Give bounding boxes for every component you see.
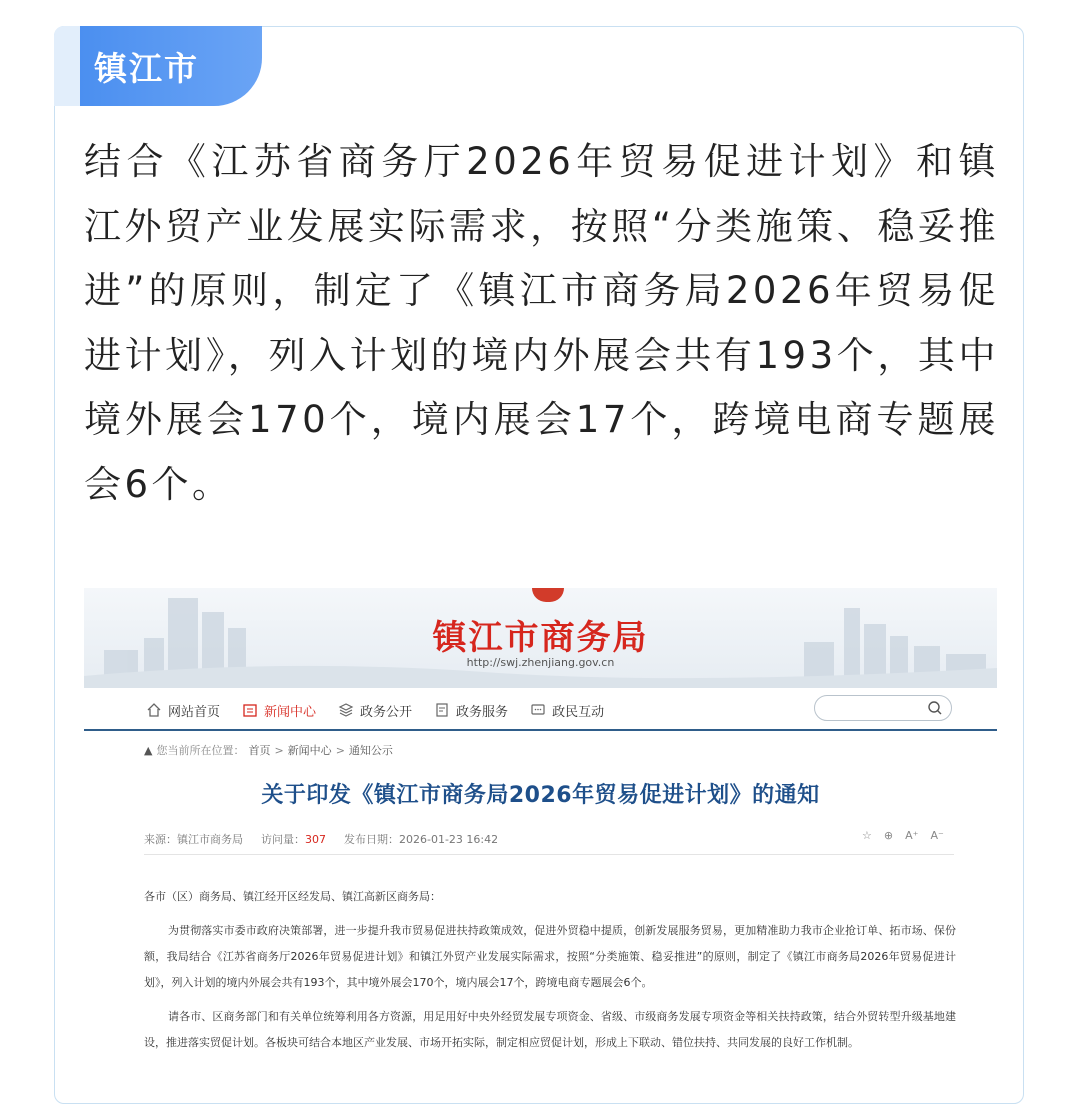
layers-icon — [338, 702, 354, 718]
article-meta — [144, 831, 498, 847]
chat-icon — [530, 702, 546, 718]
nav-label: 新闻中心 — [264, 704, 317, 720]
nav-label: 政务服务 — [456, 704, 509, 720]
nav-service[interactable] — [434, 701, 508, 720]
breadcrumb-separator: > — [335, 743, 345, 757]
nav-label: 政民互动 — [552, 704, 605, 720]
publish-date: 发布日期：2026-01-23 16:42 — [344, 833, 499, 846]
breadcrumb-news[interactable]: 新闻中心 — [287, 744, 332, 757]
website-screenshot — [84, 588, 997, 1080]
font-decrease-icon[interactable]: A⁻ — [930, 829, 944, 842]
site-banner — [84, 588, 997, 688]
nav-news[interactable] — [242, 701, 316, 720]
breadcrumb-notices[interactable]: 通知公示 — [348, 744, 393, 757]
nav-interact[interactable] — [530, 701, 604, 720]
source: 来源：镇江市商务局 — [144, 833, 243, 846]
nav-home[interactable] — [146, 701, 220, 720]
city-tag: 镇江市 — [80, 26, 262, 106]
edit-doc-icon — [434, 702, 450, 718]
site-title: 镇江市商务局 — [432, 618, 649, 658]
meta-divider — [144, 854, 954, 855]
summary-paragraph: 结合《江苏省商务厅2026年贸易促进计划》和镇江外贸产业发展实际需求，按照“分类施策、稳妥推进”的原则，制定了《镇江市商务局2026年贸易促进计划》，列入计划的境内外展会共有193个，其中境外展会170个，境内展会17个，跨境电商专题展会6个。 — [84, 140, 999, 506]
nav-label: 政务公开 — [360, 704, 413, 720]
article-body — [144, 884, 956, 1064]
breadcrumb-prefix: 您当前所在位置： — [156, 744, 245, 757]
article-tools — [862, 829, 944, 842]
search-input[interactable] — [814, 695, 952, 721]
nav-divider — [84, 729, 997, 731]
nav-label: 网站首页 — [168, 704, 221, 720]
site-nav — [84, 688, 997, 732]
font-increase-icon[interactable]: A⁺ — [905, 829, 919, 842]
location-icon: ▲ — [144, 743, 153, 757]
article-title: 关于印发《镇江市商务局2026年贸易促进计划》的通知 — [261, 783, 820, 808]
salutation: 各市（区）商务局、镇江经开区经发局、镇江高新区商务局： — [144, 890, 441, 903]
news-icon — [242, 702, 258, 718]
breadcrumb-separator: > — [274, 743, 284, 757]
print-icon[interactable]: ⊕ — [883, 829, 894, 842]
favorite-icon[interactable]: ☆ — [862, 829, 872, 842]
views: 访问量：307 — [261, 833, 326, 846]
home-icon — [146, 702, 162, 718]
search-icon[interactable] — [927, 700, 943, 716]
article-paragraph: 请各市、区商务部门和有关单位统筹利用各方资源，用足用好中央外经贸发展专项资金、省级、市级商务发展专项资金等相关扶持政策，结合外贸转型升级基地建设，推进落实贸促计划。各板块可结合本地区产业发展、市场开拓实际，制定相应贸促计划，形成上下联动、错位扶持、共同发展的良好工作机制。 — [144, 1010, 956, 1049]
breadcrumb-home[interactable]: 首页 — [248, 744, 271, 757]
breadcrumb — [144, 742, 393, 758]
nav-public[interactable] — [338, 701, 412, 720]
article-paragraph: 为贯彻落实市委市政府决策部署，进一步提升我市贸易促进扶持政策成效，促进外贸稳中提质，创新发展服务贸易，更加精准助力我市企业抢订单、拓市场、保份额，我局结合《江苏省商务厅2026年贸易促进计划》和镇江外贸产业发展实际需求，按照“分类施策、稳妥推进”的原则，制定了《镇江市商务局2026年贸易促进计划》，列入计划的境内外展会共有193个，其中境外展会170个，境内展会17个，跨境电商专题展会6个。 — [144, 924, 956, 989]
site-url: http://swj.zhenjiang.gov.cn — [466, 656, 615, 669]
tag-side-bar — [54, 26, 80, 106]
